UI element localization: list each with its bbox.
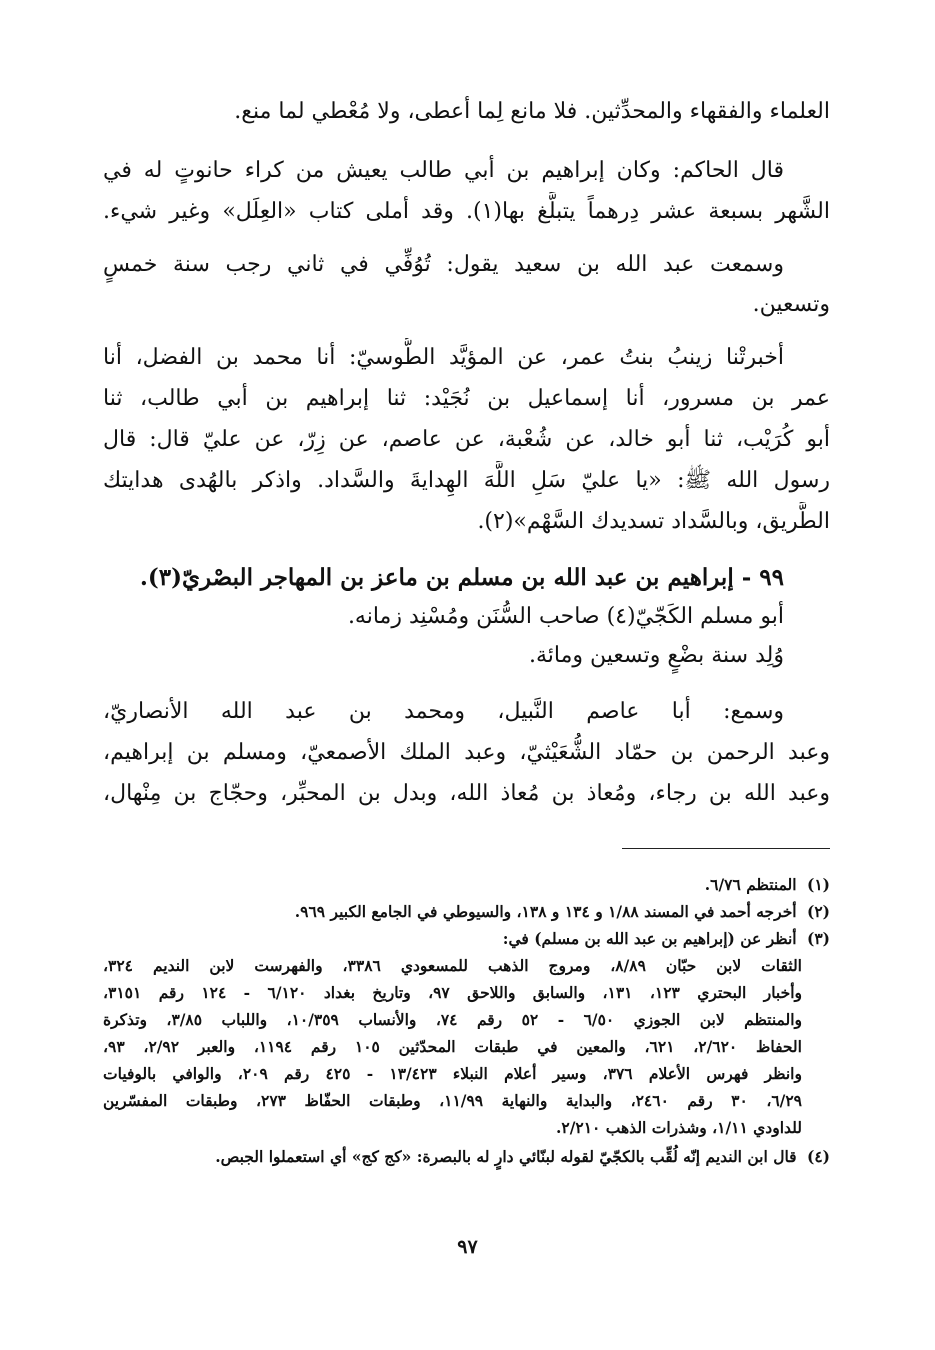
footnote-line: وأخبار البحتري ١٢٣، ١٣١، والسابق واللاحق ٩٧، وتاريخ بغداد ٦/١٢٠ - ١٢٤ رقم ٣١٥١، [103,983,802,1002]
footnote-line: الحفاظ ٢/٦٢٠، ٦٢١، والمعين في طبقات المحدّثين ١٠٥ رقم ١١٩٤، والعبر ٢/٩٢، ٩٣، [103,1037,802,1056]
text-line: العلماء والفقهاء والمحدِّثين. فلا مانع لِما أعطى، ولا مُعْطي لما منع. [234,99,830,124]
footnote-3 [103,926,830,952]
footnote-text: قال ابن النديم إنّه لُقِّب بالكجّيّ لقوله لبنّائي دارٍ له بالبصرة: «كج كج» أي استعملوا الجبص. [215,1147,797,1166]
text-line: الطَّريق، وبالسَّداد تسديدك السَّهْم»(٢). [477,509,830,534]
text-line: وعبد الله بن رجاء، ومُعاذ بن مُعاذ الله، وبدل بن المحبِّر، وحجّاج بن مِنْهال، [103,781,830,806]
text-line: وعبد الرحمن بن حمّاد الشُّعَيْثيّ، وعبد الملك الأصمعيّ، ومسلم بن إبراهيم، [103,740,830,765]
page-number: ٩٧ [457,1236,478,1258]
footnote-line: للداودي ١/١١، وشذرات الذهب ٢/٢١٠. [556,1118,802,1137]
footnote-separator [622,848,830,849]
footnote-number: (١) [806,875,830,894]
text-line: رسول الله ﷺ: «يا عليّ سَلِ اللَّهَ الهِدايةَ والسَّداد. واذكر بالهُدى هدايتك [103,468,830,493]
text-line: أخبرتْنا زينبُ بنتُ عمر، عن المؤيَّد الطُّوسيّ: أنا محمد بن الفضل، أنا [103,345,784,370]
text-line: وُلِد سنة بضْعٍ وتسعين ومائة. [528,643,784,668]
footnote-line: والمنتظم لابن الجوزي ٦/٥٠ - ٥٢ رقم ٧٤، والأنساب ١٠/٣٥٩، واللباب ٣/٨٥، وتذكرة [103,1010,802,1029]
footnote-line: الثقات لابن حبّان ٨/٨٩، ومروج الذهب للمسعودي ٣٣٨٦، والفهرست لابن النديم ٣٢٤، [103,956,802,975]
text-line: أبو مسلم الكَجّيّ(٤) صاحب السُّنَن ومُسْنِد زمانه. [347,604,784,629]
footnote-text: أخرجه أحمد في المسند ١/٨٨ و ١٣٤ و ١٣٨، والسيوطي في الجامع الكبير ٩٦٩. [294,902,797,921]
footnote-number: (٢) [806,902,830,921]
text-line: أبو كُرَيْب، ثنا أبو خالد، عن شُعْبة، عن عاصم، عن زِرّ، عن عليّ قال: قال [103,427,830,452]
footnote-text: أنظر عن (إبراهيم بن عبد الله بن مسلم) في: [502,929,797,948]
footnote-number: (٣) [806,929,830,948]
footnote-4 [103,1144,830,1170]
text-line: قال الحاكم: وكان إبراهيم بن أبي طالب يعيش من كراء حانوتٍ له في [103,158,784,183]
footnote-1 [103,872,830,898]
footnote-number: (٤) [806,1147,830,1166]
text-line: وسمعت عبد الله بن سعيد يقول: تُوُفِّي في ثاني رجب سنة خمسٍ [103,252,784,277]
footnote-line: ٦/٢٩، ٣٠ رقم ٢٤٦٠، والبداية والنهاية ١١/٩٩، وطبقات الحفّاظ ٢٧٣، وطبقات المفسّرين [103,1091,802,1110]
text-line: الشَّهر بسبعة عشر دِرهماً يتبلَّغ بها(١). وقد أملى كتاب «العِلَل» وغير شيء. [103,199,830,224]
footnote-2 [103,899,830,925]
footnote-line: وانظر فهرس الأعلام ٣٧٦، وسير أعلام النبلاء ١٣/٤٢٣ - ٤٢٥ رقم ٢٠٩، والوافي بالوفيات [103,1064,802,1083]
entry-heading: ٩٩ - إبراهيم بن عبد الله بن مسلم بن ماعز بن المهاجر البصْريّ(٣). [139,564,784,591]
footnote-text: المنتظم ٦/٧٦. [704,875,797,894]
text-line: وتسعين. [752,292,830,317]
text-line: عمر بن مسرور، أنا إسماعيل بن نُجَيْد: ثنا إبراهيم بن أبي طالب، ثنا [103,386,830,411]
text-line: وسمع: أبا عاصم النَّبيل، ومحمد بن عبد الله الأنصاريّ، [103,699,784,724]
